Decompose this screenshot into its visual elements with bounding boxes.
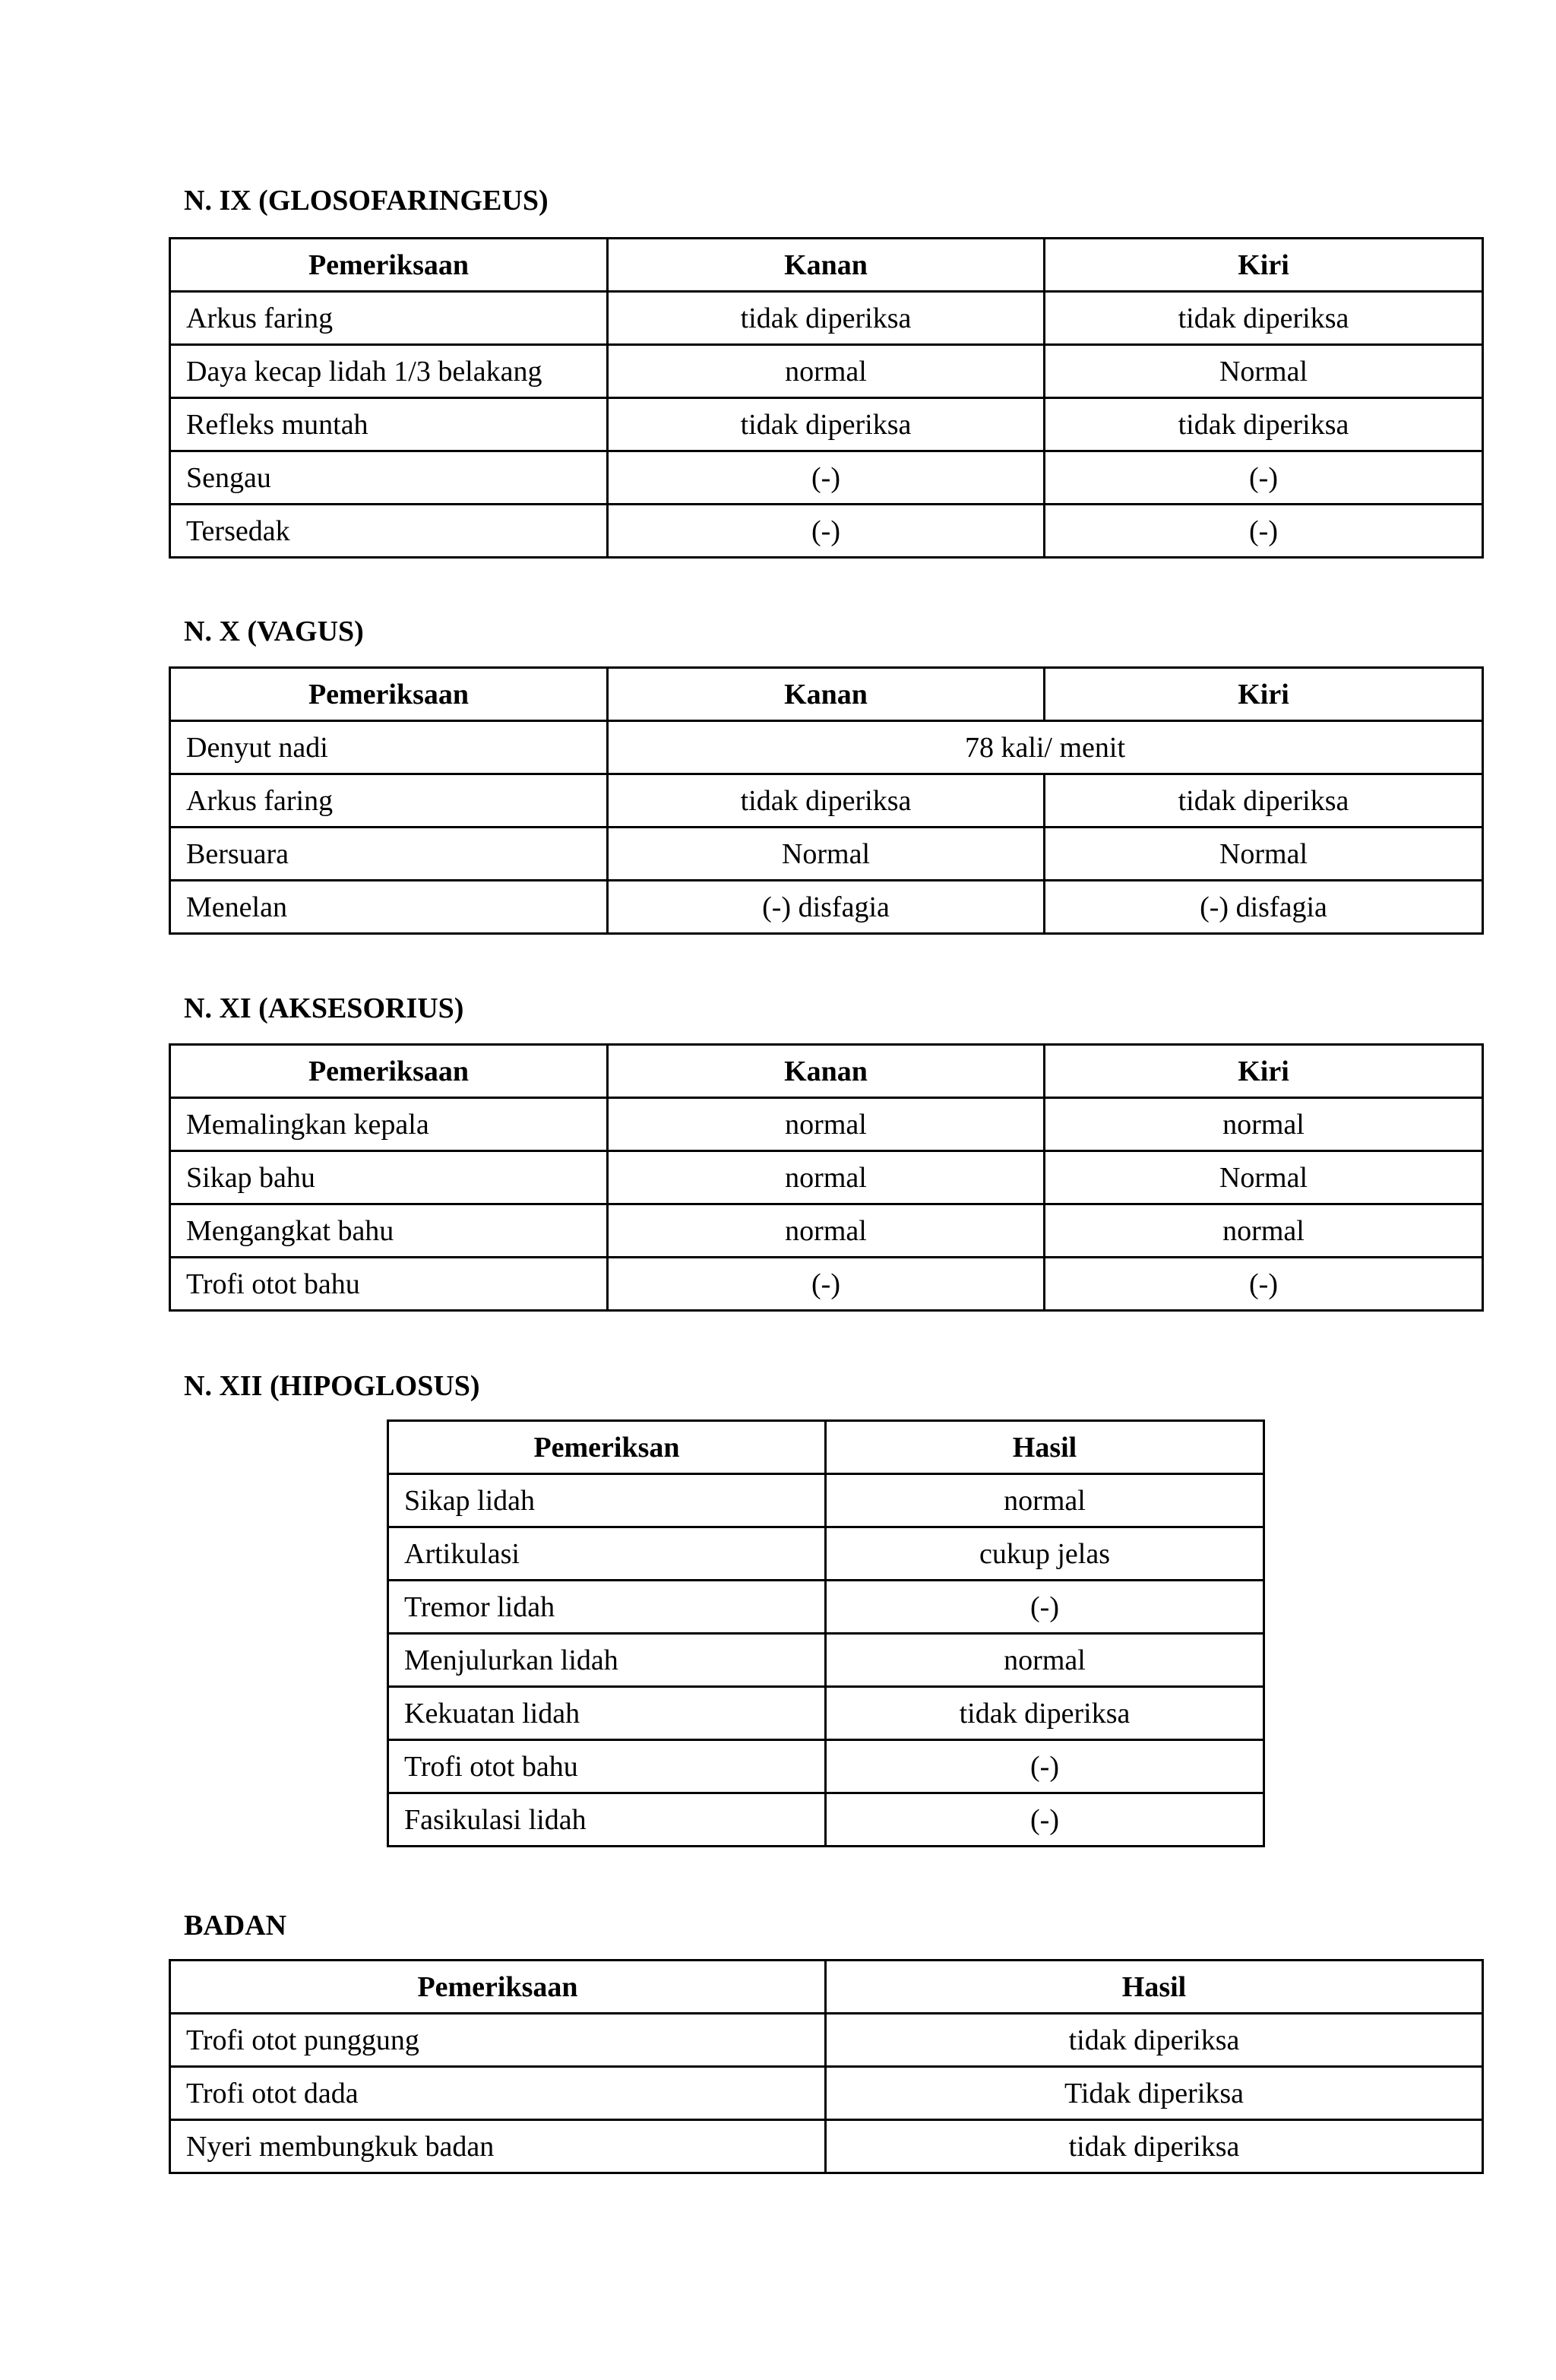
heading-hipoglosus: N. XII (HIPOGLOSUS) (184, 1370, 480, 1402)
table-row (388, 1634, 1264, 1687)
cell-right: normal (608, 1151, 1045, 1204)
cell-result: (-) (826, 1793, 1264, 1847)
cell-item: Memalingkan kepala (170, 1098, 608, 1151)
cell-item: Trofi otot bahu (388, 1740, 826, 1793)
cell-right: tidak diperiksa (608, 292, 1045, 345)
cell-right: (-) (608, 451, 1045, 505)
cell-item: Refleks muntah (170, 398, 608, 451)
cell-right: tidak diperiksa (608, 398, 1045, 451)
table-header-row (170, 239, 1483, 292)
table-row (170, 1098, 1483, 1151)
cell-item: Sengau (170, 451, 608, 505)
table-row (388, 1527, 1264, 1581)
cell-result: normal (826, 1474, 1264, 1527)
table-row (170, 505, 1483, 558)
cell-item: Kekuatan lidah (388, 1687, 826, 1740)
cell-item: Trofi otot dada (170, 2067, 826, 2120)
cell-left: normal (1045, 1098, 1483, 1151)
table-row (170, 774, 1483, 828)
table-row (170, 828, 1483, 881)
cell-left: tidak diperiksa (1045, 292, 1483, 345)
cell-item: Nyeri membungkuk badan (170, 2120, 826, 2173)
heading-vagus: N. X (VAGUS) (184, 616, 364, 647)
cell-item: Bersuara (170, 828, 608, 881)
cell-left: normal (1045, 1204, 1483, 1258)
heading-glosofaringeus: N. IX (GLOSOFARINGEUS) (184, 185, 549, 217)
table-row (388, 1581, 1264, 1634)
heading-aksesorius: N. XI (AKSESORIUS) (184, 992, 464, 1024)
cell-item: Fasikulasi lidah (388, 1793, 826, 1847)
table-row (170, 1204, 1483, 1258)
cell-item: Mengangkat bahu (170, 1204, 608, 1258)
table-row (388, 1687, 1264, 1740)
table-row (170, 398, 1483, 451)
column-header: Kiri (1045, 1045, 1483, 1098)
cell-result: cukup jelas (826, 1527, 1264, 1581)
cell-right: (-) (608, 1258, 1045, 1311)
table-badan (169, 1959, 1484, 2174)
table-row (170, 2120, 1483, 2173)
table-hipoglosus (387, 1419, 1265, 1847)
table-glosofaringeus (169, 237, 1484, 559)
cell-right: tidak diperiksa (608, 774, 1045, 828)
cell-item: Tersedak (170, 505, 608, 558)
cell-item: Trofi otot bahu (170, 1258, 608, 1311)
table-row (170, 345, 1483, 398)
column-header: Pemeriksaan (170, 239, 608, 292)
column-header: Kiri (1045, 668, 1483, 721)
cell-item: Menjulurkan lidah (388, 1634, 826, 1687)
column-header: Kanan (608, 239, 1045, 292)
column-header: Pemeriksaan (170, 668, 608, 721)
table-row (170, 2014, 1483, 2067)
table-row (170, 1258, 1483, 1311)
cell-item: Denyut nadi (170, 721, 608, 774)
cell-item: Arkus faring (170, 774, 608, 828)
cell-result: tidak diperiksa (826, 2120, 1483, 2173)
table-row (388, 1474, 1264, 1527)
cell-right: normal (608, 345, 1045, 398)
cell-result: tidak diperiksa (826, 1687, 1264, 1740)
table-row (170, 451, 1483, 505)
table-row (388, 1740, 1264, 1793)
cell-item: Tremor lidah (388, 1581, 826, 1634)
table-aksesorius (169, 1043, 1484, 1312)
cell-left: (-) (1045, 1258, 1483, 1311)
table-header-row (170, 1045, 1483, 1098)
table-vagus (169, 666, 1484, 935)
cell-left: Normal (1045, 345, 1483, 398)
cell-result: Tidak diperiksa (826, 2067, 1483, 2120)
column-header: Hasil (826, 1421, 1264, 1474)
cell-item: Daya kecap lidah 1/3 belakang (170, 345, 608, 398)
table-row (170, 2067, 1483, 2120)
cell-result: tidak diperiksa (826, 2014, 1483, 2067)
cell-item: Artikulasi (388, 1527, 826, 1581)
table-row (170, 1151, 1483, 1204)
cell-right: (-) disfagia (608, 881, 1045, 934)
table-row (170, 721, 1483, 774)
table-row (170, 881, 1483, 934)
heading-badan: BADAN (184, 1910, 287, 1942)
column-header: Kanan (608, 1045, 1045, 1098)
cell-merged-value: 78 kali/ menit (608, 721, 1483, 774)
cell-item: Menelan (170, 881, 608, 934)
cell-item: Arkus faring (170, 292, 608, 345)
cell-result: (-) (826, 1581, 1264, 1634)
table-header-row (170, 668, 1483, 721)
cell-right: Normal (608, 828, 1045, 881)
column-header: Kanan (608, 668, 1045, 721)
cell-item: Sikap lidah (388, 1474, 826, 1527)
cell-right: normal (608, 1204, 1045, 1258)
cell-left: tidak diperiksa (1045, 774, 1483, 828)
cell-result: normal (826, 1634, 1264, 1687)
table-header-row (170, 1961, 1483, 2014)
column-header: Hasil (826, 1961, 1483, 2014)
cell-left: (-) (1045, 451, 1483, 505)
cell-right: (-) (608, 505, 1045, 558)
column-header: Pemeriksaan (170, 1961, 826, 2014)
table-row (388, 1793, 1264, 1847)
cell-left: (-) (1045, 505, 1483, 558)
cell-left: (-) disfagia (1045, 881, 1483, 934)
column-header: Kiri (1045, 239, 1483, 292)
cell-item: Sikap bahu (170, 1151, 608, 1204)
cell-left: Normal (1045, 828, 1483, 881)
table-header-row (388, 1421, 1264, 1474)
cell-left: tidak diperiksa (1045, 398, 1483, 451)
cell-right: normal (608, 1098, 1045, 1151)
cell-left: Normal (1045, 1151, 1483, 1204)
cell-result: (-) (826, 1740, 1264, 1793)
column-header: Pemeriksan (388, 1421, 826, 1474)
table-row (170, 292, 1483, 345)
column-header: Pemeriksaan (170, 1045, 608, 1098)
cell-item: Trofi otot punggung (170, 2014, 826, 2067)
